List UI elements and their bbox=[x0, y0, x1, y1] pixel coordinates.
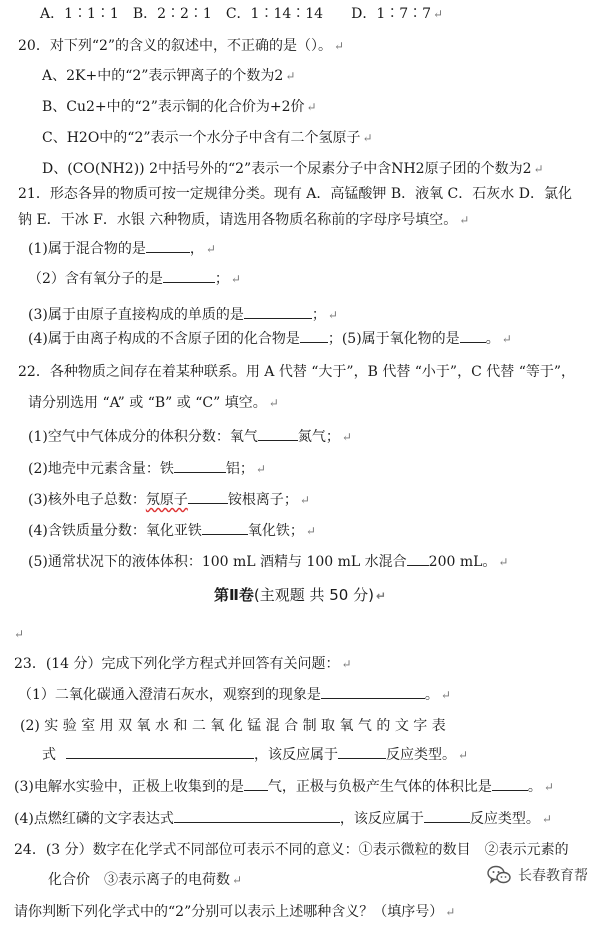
q22-part2: (2)地壳中元素含量：铁 铝； ↵ bbox=[28, 458, 266, 479]
answer-blank[interactable] bbox=[460, 328, 486, 343]
answer-blank[interactable] bbox=[321, 684, 425, 699]
answer-blank[interactable] bbox=[66, 744, 254, 759]
q20-stem: 20．对下列“2”的含义的叙述中，不正确的是（）。 ↵ bbox=[18, 38, 345, 54]
answer-blank[interactable] bbox=[300, 328, 328, 343]
answer-blank[interactable] bbox=[407, 551, 429, 566]
q19-options: A．1∶1∶1 B．2∶2∶1 C．1∶14∶14 D．1∶7∶7 ↵ bbox=[40, 6, 444, 22]
q21-stem-line1: 21．形态各异的物质可按一定规律分类。现有 A．高锰酸钾 B．液氧 C．石灰水 D．氯化 bbox=[18, 186, 572, 202]
empty-paragraph: ↵ bbox=[14, 627, 25, 641]
answer-blank[interactable] bbox=[174, 808, 340, 823]
q20-option-d: D、(CO(NH2)) 2中括号外的“2”表示一个尿素分子中含NH2原子团的个数为2 ↵ bbox=[42, 161, 544, 177]
q22-part3: (3)核外电子总数：氖原子 铵根离子； ↵ bbox=[28, 489, 310, 510]
watermark-text: 长春教育帮 bbox=[518, 868, 588, 884]
watermark bbox=[482, 858, 592, 892]
q23-part2-line1: (2) 实 验 室 用 双 氧 水 和 二 氧 化 锰 混 合 制 取 氧 气 的 文 字 表 bbox=[20, 718, 446, 734]
q22-stem-line1: 22．各种物质之间存在着某种联系。用 A 代替 “大于”，B 代替 “小于”，C 代替 “等于”， bbox=[18, 364, 576, 380]
q22-part5: (5)通常状况下的液体体积：100 mL 酒精与 100 mL 水混合 200 mL。 ↵ bbox=[28, 551, 508, 572]
section-2-heading: 第Ⅱ卷(主观题 共 50 分) ↵ bbox=[213, 586, 387, 604]
q20-option-b: B、Cu2+中的“2”表示铜的化合价为+2价 ↵ bbox=[42, 99, 317, 115]
q23-part2-line2: 式 ，该反应属于 反应类型。 ↵ bbox=[42, 744, 468, 765]
answer-blank[interactable] bbox=[424, 808, 470, 823]
wechat-logo-icon bbox=[486, 862, 512, 888]
q24-stem-line3: 请你判断下列化学式中的“2”分别可以表示上述哪种含义？（填序号） ↵ bbox=[14, 904, 456, 920]
q24-stem-line2: 化合价 ③表示离子的电荷数 ↵ bbox=[48, 872, 243, 888]
q23-part4: (4)点燃红磷的文字表达式 ，该反应属于 反应类型。 ↵ bbox=[14, 808, 552, 829]
answer-blank[interactable] bbox=[188, 489, 228, 504]
q20-option-c: C、H2O中的“2”表示一个水分子中含有二个氢原子 ↵ bbox=[42, 130, 373, 146]
q21-stem-line2: 钠 E．干冰 F．水银 六种物质，请选用各物质名称前的字母序号填空。 ↵ bbox=[18, 212, 470, 228]
q21-part1: (1)属于混合物的是 ， ↵ bbox=[28, 238, 216, 259]
q23-part3: (3)电解水实验中，正极上收集到的是 气，正极与负极产生气体的体积比是 。 ↵ bbox=[14, 776, 554, 797]
q21-part3: (3)属于由原子直接构成的单质的是 ； ↵ bbox=[28, 304, 338, 325]
answer-blank[interactable] bbox=[492, 776, 528, 791]
answer-blank[interactable] bbox=[244, 776, 268, 791]
q23-part1: （1）二氧化碳通入澄清石灰水，观察到的现象是 。 ↵ bbox=[18, 684, 451, 705]
answer-blank[interactable] bbox=[146, 238, 190, 253]
answer-blank[interactable] bbox=[163, 268, 215, 283]
q22-part1: (1)空气中气体成分的体积分数：氧气 氮气； ↵ bbox=[28, 426, 352, 447]
q20-option-a: A、2K+中的“2”表示钾离子的个数为2 ↵ bbox=[42, 68, 296, 84]
answer-blank[interactable] bbox=[202, 520, 248, 535]
answer-blank[interactable] bbox=[244, 304, 312, 319]
q22-part4: (4)含铁质量分数：氧化亚铁 氧化铁； ↵ bbox=[28, 520, 316, 541]
q23-stem: 23．(14 分）完成下列化学方程式并回答有关问题： ↵ bbox=[14, 656, 352, 672]
answer-blank[interactable] bbox=[174, 458, 226, 473]
q24-stem-line1: 24．(3 分）数字在化学式不同部位可表示不同的意义：①表示微粒的数目 ②表示元素的 bbox=[14, 842, 569, 858]
answer-blank[interactable] bbox=[338, 744, 386, 759]
q21-part4-5: (4)属于由离子构成的不含原子团的化合物是 ；(5)属于氧化物的是 。 ↵ bbox=[28, 328, 512, 349]
q22-stem-line2: 请分别选用 “A” 或 “B” 或 “C” 填空。 ↵ bbox=[28, 395, 279, 411]
q21-part2: （2）含有氧分子的是 ； ↵ bbox=[28, 268, 241, 289]
answer-blank[interactable] bbox=[258, 426, 298, 441]
